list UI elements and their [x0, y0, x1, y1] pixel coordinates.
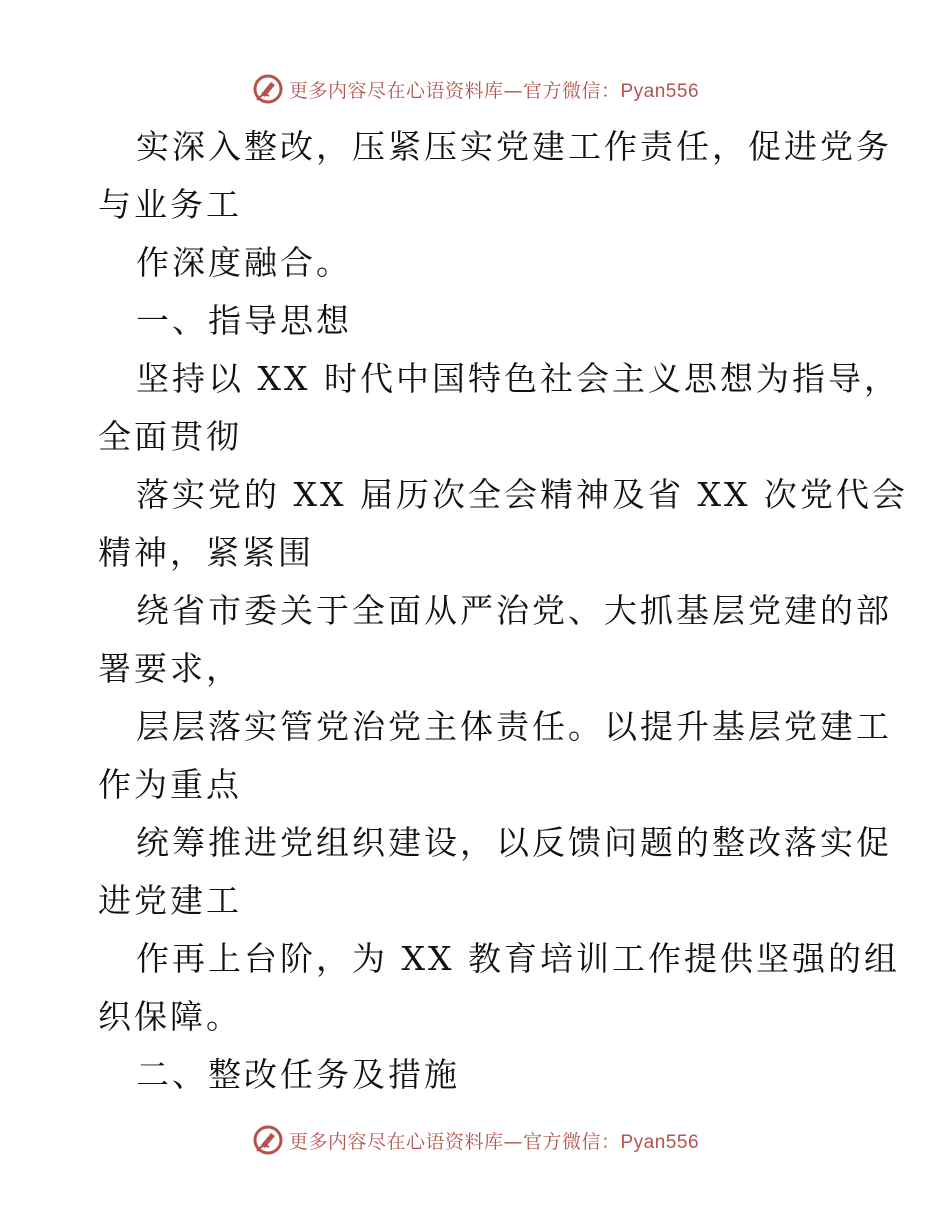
text-line: 作深度融合。: [136, 243, 352, 282]
text-line: 落实党的 XX 届历次全会精神及省 XX 次党代会: [136, 475, 908, 514]
text-line: 与业务工: [98, 185, 242, 224]
watermark-label: 更多内容尽在心语资料库—官方微信：Pyan556: [288, 79, 700, 102]
text-line: 全面贯彻: [98, 417, 242, 456]
logo-icon: [251, 1123, 285, 1157]
text-line: 作为重点: [98, 765, 242, 804]
section-heading: 二、整改任务及措施: [136, 1055, 460, 1094]
text-line: 层层落实管党治党主体责任。以提升基层党建工: [136, 707, 892, 746]
footer-watermark: [0, 1123, 950, 1157]
text-line: 精神，紧紧围: [98, 533, 314, 572]
text-line: 作再上台阶，为 XX 教育培训工作提供坚强的组: [136, 939, 900, 978]
text-line: 织保障。: [98, 997, 242, 1036]
document-body: [98, 118, 908, 1104]
watermark-label: 更多内容尽在心语资料库—官方微信：Pyan556: [288, 1130, 700, 1153]
text-line: 坚持以 XX 时代中国特色社会主义思想为指导，: [136, 359, 900, 398]
section-heading: 一、指导思想: [136, 301, 352, 340]
header-watermark: [0, 72, 950, 106]
text-line: 署要求，: [98, 649, 242, 688]
text-line: 统筹推进党组织建设，以反馈问题的整改落实促: [136, 823, 892, 862]
logo-icon: [251, 72, 285, 106]
text-line: 绕省市委关于全面从严治党、大抓基层党建的部: [136, 591, 892, 630]
text-line: 实深入整改，压紧压实党建工作责任，促进党务: [136, 127, 892, 166]
text-line: 进党建工: [98, 881, 242, 920]
